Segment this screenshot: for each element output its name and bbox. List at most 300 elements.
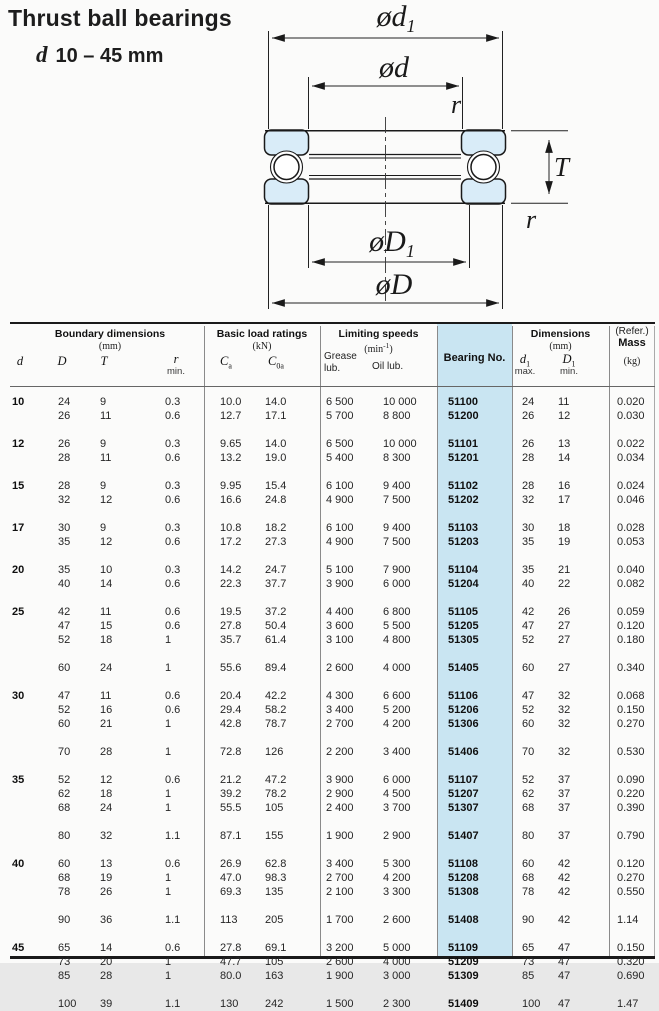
- header-col-r-min: min.: [167, 366, 185, 377]
- table-row: [10, 633, 655, 647]
- cell-d1-max: 28: [522, 452, 535, 464]
- cell-d1-max: 47: [522, 690, 535, 702]
- cell-grease-speed: 6 100: [326, 522, 354, 534]
- cell-mass: 1.14: [617, 914, 639, 926]
- cell-grease-speed: 1 900: [326, 830, 354, 842]
- cell-C0a: 62.8: [265, 858, 287, 870]
- cell-r-min: 0.3: [165, 522, 181, 534]
- cell-bearing-no: 51100: [448, 396, 478, 408]
- row-spacer: [10, 983, 655, 997]
- cell-D: 35: [58, 564, 71, 576]
- table-row: [10, 801, 655, 815]
- cell-d1-max: 42: [522, 606, 535, 618]
- cell-r-min: 1: [165, 956, 172, 968]
- cell-grease-speed: 6 100: [326, 480, 354, 492]
- cell-mass: 0.040: [617, 564, 645, 576]
- cell-grease-speed: 4 400: [326, 606, 354, 618]
- cell-mass: 0.020: [617, 396, 645, 408]
- cell-C0a: 135: [265, 886, 284, 898]
- cell-T: 28: [100, 970, 113, 982]
- cell-r-min: 1: [165, 662, 172, 674]
- cell-C0a: 42.2: [265, 690, 287, 702]
- cell-mass: 0.082: [617, 578, 645, 590]
- cell-oil-speed: 2 300: [383, 998, 411, 1010]
- cell-C0a: 47.2: [265, 774, 287, 786]
- header-col-d: d: [16, 354, 24, 368]
- cell-d1-max: 60: [522, 718, 535, 730]
- cell-grease-speed: 6 500: [326, 438, 354, 450]
- table-row: [10, 885, 655, 899]
- header-boundary-title: Boundary dimensions: [54, 328, 166, 340]
- cell-D: 40: [58, 578, 71, 590]
- cell-oil-speed: 9 400: [383, 480, 411, 492]
- cell-Ca: 21.2: [220, 774, 242, 786]
- cell-bearing-no: 51405: [448, 662, 479, 674]
- cell-Ca: 10.0: [220, 396, 242, 408]
- cell-Ca: 35.7: [220, 634, 242, 646]
- cell-D: 47: [58, 620, 71, 632]
- cell-T: 26: [100, 886, 113, 898]
- bearing-cross-section-diagram: [250, 0, 615, 315]
- cell-D1-min: 37: [558, 802, 571, 814]
- cell-Ca: 10.8: [220, 522, 242, 534]
- cell-C0a: 18.2: [265, 522, 287, 534]
- cell-T: 19: [100, 872, 113, 884]
- cell-oil-speed: 4 000: [383, 956, 411, 968]
- cell-bearing-no: 51102: [448, 480, 478, 492]
- cell-d1-max: 70: [522, 746, 535, 758]
- cell-bearing-no: 51209: [448, 956, 479, 968]
- cell-grease-speed: 5 700: [326, 410, 354, 422]
- cell-r-min: 1: [165, 718, 172, 730]
- cell-mass: 0.270: [617, 872, 645, 884]
- table-row: [10, 479, 655, 493]
- table-row: [10, 437, 655, 451]
- table-row: [10, 577, 655, 591]
- cell-d1-max: 68: [522, 802, 535, 814]
- cell-oil-speed: 7 500: [383, 536, 411, 548]
- label-T: T: [554, 152, 570, 182]
- cell-bearing-no: 51204: [448, 578, 479, 590]
- cell-d1-max: 28: [522, 480, 535, 492]
- cell-grease-speed: 3 400: [326, 858, 354, 870]
- table-row: [10, 941, 655, 955]
- table-row: [10, 913, 655, 927]
- cell-d1-max: 73: [522, 956, 535, 968]
- row-spacer: [10, 759, 655, 773]
- cell-mass: 0.340: [617, 662, 645, 674]
- cell-D: 52: [58, 634, 71, 646]
- cell-d: 35: [12, 774, 25, 786]
- cell-D: 68: [58, 872, 71, 884]
- cell-d1-max: 60: [522, 662, 535, 674]
- cell-C0a: 105: [265, 956, 284, 968]
- cell-mass: 1.47: [617, 998, 639, 1010]
- header-col-Ca: $C_a$: [220, 354, 232, 371]
- cell-D: 85: [58, 970, 71, 982]
- cell-r-min: 1: [165, 746, 172, 758]
- cell-bearing-no: 51208: [448, 872, 479, 884]
- cell-mass: 0.028: [617, 522, 645, 534]
- cell-grease-speed: 5 100: [326, 564, 354, 576]
- header-mass-title: Mass: [618, 337, 646, 349]
- cell-T: 9: [100, 438, 107, 450]
- cell-mass: 0.550: [617, 886, 645, 898]
- cell-D: 28: [58, 452, 71, 464]
- cell-mass: 0.034: [617, 452, 645, 464]
- table-row: [10, 493, 655, 507]
- cell-oil-speed: 3 700: [383, 802, 411, 814]
- cell-d1-max: 47: [522, 620, 535, 632]
- cell-C0a: 242: [265, 998, 284, 1010]
- cell-T: 12: [100, 494, 113, 506]
- cell-Ca: 87.1: [220, 830, 242, 842]
- cell-oil-speed: 4 200: [383, 872, 411, 884]
- table-row: [10, 717, 655, 731]
- cell-bearing-no: 51105: [448, 606, 478, 618]
- header-col-D1-min: min.: [560, 366, 578, 377]
- cell-mass: 0.220: [617, 788, 645, 800]
- cell-bearing-no: 51101: [448, 438, 478, 450]
- cell-d1-max: 35: [522, 564, 535, 576]
- cell-D1-min: 47: [558, 998, 571, 1010]
- table-row: [10, 605, 655, 619]
- header-col-grease-lub: lub.: [324, 363, 341, 374]
- cell-C0a: 78.2: [265, 788, 287, 800]
- cell-d: 30: [12, 690, 25, 702]
- cell-Ca: 69.3: [220, 886, 242, 898]
- cell-r-min: 0.3: [165, 438, 181, 450]
- cell-bearing-no: 51407: [448, 830, 479, 842]
- cell-mass: 0.150: [617, 942, 645, 954]
- cell-D1-min: 42: [558, 886, 571, 898]
- cell-r-min: 0.3: [165, 564, 181, 576]
- cell-oil-speed: 7 500: [383, 494, 411, 506]
- cell-D1-min: 16: [558, 480, 571, 492]
- label-oD1: $øD_1$: [369, 225, 415, 261]
- cell-D1-min: 32: [558, 718, 571, 730]
- cell-C0a: 126: [265, 746, 284, 758]
- cell-D1-min: 11: [558, 396, 570, 408]
- cell-grease-speed: 4 900: [326, 536, 354, 548]
- cell-mass: 0.022: [617, 438, 645, 450]
- table-row: [10, 619, 655, 633]
- cell-C0a: 78.7: [265, 718, 287, 730]
- cell-D1-min: 37: [558, 830, 571, 842]
- cell-D1-min: 12: [558, 410, 571, 422]
- cell-bearing-no: 51202: [448, 494, 479, 506]
- table-row: [10, 997, 655, 1011]
- cell-D: 26: [58, 438, 71, 450]
- cell-T: 12: [100, 536, 113, 548]
- cell-D1-min: 27: [558, 634, 571, 646]
- cell-D: 35: [58, 536, 71, 548]
- cell-T: 18: [100, 634, 113, 646]
- cell-C0a: 98.3: [265, 872, 287, 884]
- cell-T: 18: [100, 788, 113, 800]
- cell-d1-max: 35: [522, 536, 535, 548]
- cell-mass: 0.390: [617, 802, 645, 814]
- cell-oil-speed: 2 900: [383, 830, 411, 842]
- header-col-D: D: [57, 354, 67, 368]
- cell-oil-speed: 5 500: [383, 620, 411, 632]
- cell-D1-min: 37: [558, 774, 571, 786]
- cell-Ca: 113: [220, 914, 238, 926]
- cell-D: 52: [58, 774, 71, 786]
- cell-bearing-no: 51200: [448, 410, 479, 422]
- cell-D: 73: [58, 956, 71, 968]
- cell-oil-speed: 10 000: [383, 438, 417, 450]
- cell-oil-speed: 10 000: [383, 396, 417, 408]
- row-spacer: [10, 549, 655, 563]
- cell-grease-speed: 3 200: [326, 942, 354, 954]
- subtitle-d-symbol: d: [36, 42, 48, 67]
- cell-r-min: 1: [165, 872, 172, 884]
- row-spacer: [10, 899, 655, 913]
- cell-grease-speed: 2 900: [326, 788, 354, 800]
- cell-r-min: 1: [165, 788, 172, 800]
- cell-Ca: 55.6: [220, 662, 242, 674]
- cell-C0a: 37.2: [265, 606, 287, 618]
- cell-T: 14: [100, 578, 113, 590]
- cell-D1-min: 17: [558, 494, 571, 506]
- header-col-D1: $D_1$: [562, 352, 576, 369]
- cell-T: 39: [100, 998, 113, 1010]
- header-load-unit: (kN): [252, 341, 272, 352]
- cell-mass: 0.024: [617, 480, 645, 492]
- cell-oil-speed: 6 800: [383, 606, 411, 618]
- spec-table: [10, 322, 655, 1010]
- cell-grease-speed: 2 600: [326, 956, 354, 968]
- table-row: [10, 535, 655, 549]
- cell-grease-speed: 1 700: [326, 914, 354, 926]
- cell-D1-min: 47: [558, 942, 571, 954]
- cell-D: 42: [58, 606, 71, 618]
- cell-bearing-no: 51307: [448, 802, 479, 814]
- row-spacer: [10, 465, 655, 479]
- cell-D: 70: [58, 746, 71, 758]
- cell-D: 78: [58, 886, 71, 898]
- cell-Ca: 19.5: [220, 606, 242, 618]
- cell-C0a: 105: [265, 802, 284, 814]
- cell-r-min: 0.6: [165, 410, 181, 422]
- table-row: [10, 871, 655, 885]
- cell-D1-min: 26: [558, 606, 571, 618]
- cell-Ca: 13.2: [220, 452, 242, 464]
- cell-Ca: 27.8: [220, 942, 242, 954]
- row-spacer: [10, 927, 655, 941]
- row-spacer: [10, 675, 655, 689]
- label-od1: $ød_1$: [376, 0, 416, 36]
- cell-D: 24: [58, 396, 71, 408]
- cell-d1-max: 80: [522, 830, 535, 842]
- header-col-T: T: [100, 354, 108, 368]
- cell-d: 15: [12, 480, 25, 492]
- cell-grease-speed: 3 900: [326, 774, 354, 786]
- cell-Ca: 17.2: [220, 536, 242, 548]
- cell-r-min: 0.6: [165, 452, 181, 464]
- cell-C0a: 205: [265, 914, 284, 926]
- row-spacer: [10, 423, 655, 437]
- cell-grease-speed: 2 600: [326, 662, 354, 674]
- cell-d1-max: 52: [522, 634, 535, 646]
- cell-mass: 0.180: [617, 634, 645, 646]
- cell-mass: 0.120: [617, 858, 645, 870]
- cell-T: 21: [100, 718, 113, 730]
- table-row: [10, 955, 655, 969]
- cell-bearing-no: 51104: [448, 564, 478, 576]
- cell-d1-max: 90: [522, 914, 535, 926]
- cell-Ca: 9.65: [220, 438, 242, 450]
- cell-d1-max: 52: [522, 704, 535, 716]
- cell-grease-speed: 4 300: [326, 690, 354, 702]
- page-subtitle: [36, 42, 163, 68]
- header-bearing-no: Bearing No.: [443, 352, 506, 364]
- cell-r-min: 1: [165, 970, 172, 982]
- cell-T: 9: [100, 522, 107, 534]
- cell-bearing-no: 51205: [448, 620, 479, 632]
- cell-Ca: 29.4: [220, 704, 242, 716]
- cell-T: 36: [100, 914, 113, 926]
- cell-r-min: 0.6: [165, 690, 181, 702]
- cell-d: 40: [12, 858, 25, 870]
- subtitle-range: 10 – 45 mm: [55, 45, 164, 67]
- cell-T: 20: [100, 956, 113, 968]
- cell-r-min: 1.1: [165, 830, 181, 842]
- cell-r-min: 0.6: [165, 536, 181, 548]
- cell-D: 62: [58, 788, 71, 800]
- cell-D1-min: 22: [558, 578, 571, 590]
- cell-C0a: 27.3: [265, 536, 287, 548]
- header-mass-refer: (Refer.): [615, 326, 649, 337]
- cell-grease-speed: 6 500: [326, 396, 354, 408]
- cell-D1-min: 42: [558, 858, 571, 870]
- cell-D: 26: [58, 410, 71, 422]
- cell-oil-speed: 4 500: [383, 788, 411, 800]
- cell-C0a: 14.0: [265, 396, 287, 408]
- cell-Ca: 9.95: [220, 480, 242, 492]
- cell-C0a: 37.7: [265, 578, 287, 590]
- cell-mass: 0.530: [617, 746, 645, 758]
- cell-D1-min: 27: [558, 662, 571, 674]
- header-speeds-title: Limiting speeds: [338, 328, 419, 340]
- cell-r-min: 1: [165, 886, 172, 898]
- cell-T: 10: [100, 564, 113, 576]
- cell-r-min: 0.3: [165, 396, 181, 408]
- header-dimensions-unit: (mm): [549, 341, 572, 352]
- cell-D1-min: 18: [558, 522, 571, 534]
- cell-C0a: 14.0: [265, 438, 287, 450]
- cell-bearing-no: 51305: [448, 634, 479, 646]
- cell-d1-max: 26: [522, 410, 535, 422]
- label-oD: øD: [375, 268, 413, 301]
- cell-r-min: 0.6: [165, 774, 181, 786]
- cell-oil-speed: 5 000: [383, 942, 411, 954]
- cell-T: 16: [100, 704, 113, 716]
- cell-d1-max: 26: [522, 438, 535, 450]
- cell-D: 30: [58, 522, 71, 534]
- cell-d1-max: 62: [522, 788, 535, 800]
- cell-r-min: 0.3: [165, 480, 181, 492]
- header-boundary-unit: (mm): [98, 341, 122, 352]
- cell-oil-speed: 6 600: [383, 690, 411, 702]
- cell-mass: 0.120: [617, 620, 645, 632]
- row-spacer: [10, 731, 655, 745]
- cell-D: 32: [58, 494, 71, 506]
- cell-T: 12: [100, 774, 113, 786]
- cell-r-min: 0.6: [165, 494, 181, 506]
- table-row: [10, 563, 655, 577]
- header-col-d1: $d_1$: [519, 352, 531, 369]
- table-row: [10, 773, 655, 787]
- cell-d1-max: 30: [522, 522, 535, 534]
- cell-Ca: 47.0: [220, 872, 242, 884]
- cell-D: 28: [58, 480, 71, 492]
- cell-r-min: 0.6: [165, 606, 181, 618]
- cell-bearing-no: 51406: [448, 746, 479, 758]
- cell-bearing-no: 51108: [448, 858, 478, 870]
- cell-d1-max: 24: [522, 396, 535, 408]
- header-mass-unit: (kg): [623, 356, 641, 367]
- cell-bearing-no: 51306: [448, 718, 479, 730]
- cell-grease-speed: 2 400: [326, 802, 354, 814]
- cell-d1-max: 60: [522, 858, 535, 870]
- cell-d1-max: 68: [522, 872, 535, 884]
- cell-oil-speed: 5 200: [383, 704, 411, 716]
- cell-d: 45: [12, 942, 25, 954]
- cell-mass: 0.059: [617, 606, 645, 618]
- cell-d: 17: [12, 522, 25, 534]
- cell-D: 80: [58, 830, 71, 842]
- cell-T: 15: [100, 620, 113, 632]
- cell-T: 11: [100, 606, 112, 618]
- cell-D1-min: 14: [558, 452, 571, 464]
- cell-bearing-no: 51106: [448, 690, 478, 702]
- cell-oil-speed: 3 300: [383, 886, 411, 898]
- row-spacer: [10, 647, 655, 661]
- cell-r-min: 0.6: [165, 704, 181, 716]
- cell-oil-speed: 6 000: [383, 578, 411, 590]
- cell-oil-speed: 4 800: [383, 634, 411, 646]
- cell-r-min: 0.6: [165, 858, 181, 870]
- cell-bearing-no: 51109: [448, 942, 478, 954]
- header-dimensions-title: Dimensions: [530, 328, 591, 340]
- cell-grease-speed: 2 200: [326, 746, 354, 758]
- ball-right: [471, 155, 496, 180]
- cell-bearing-no: 51206: [448, 704, 479, 716]
- cell-T: 11: [100, 690, 112, 702]
- cell-d1-max: 85: [522, 970, 535, 982]
- cell-bearing-no: 51203: [448, 536, 479, 548]
- cell-r-min: 0.6: [165, 620, 181, 632]
- cell-D1-min: 32: [558, 704, 571, 716]
- cell-C0a: 89.4: [265, 662, 287, 674]
- cell-Ca: 55.5: [220, 802, 242, 814]
- cell-mass: 0.270: [617, 718, 645, 730]
- cell-Ca: 72.8: [220, 746, 242, 758]
- cell-C0a: 19.0: [265, 452, 287, 464]
- cell-bearing-no: 51309: [448, 970, 479, 982]
- cell-oil-speed: 6 000: [383, 774, 411, 786]
- cell-D: 47: [58, 690, 71, 702]
- cell-Ca: 16.6: [220, 494, 242, 506]
- cell-T: 13: [100, 858, 113, 870]
- cell-oil-speed: 7 900: [383, 564, 411, 576]
- cell-r-min: 0.6: [165, 942, 181, 954]
- cell-D: 60: [58, 662, 71, 674]
- cell-Ca: 22.3: [220, 578, 242, 590]
- cell-Ca: 27.8: [220, 620, 242, 632]
